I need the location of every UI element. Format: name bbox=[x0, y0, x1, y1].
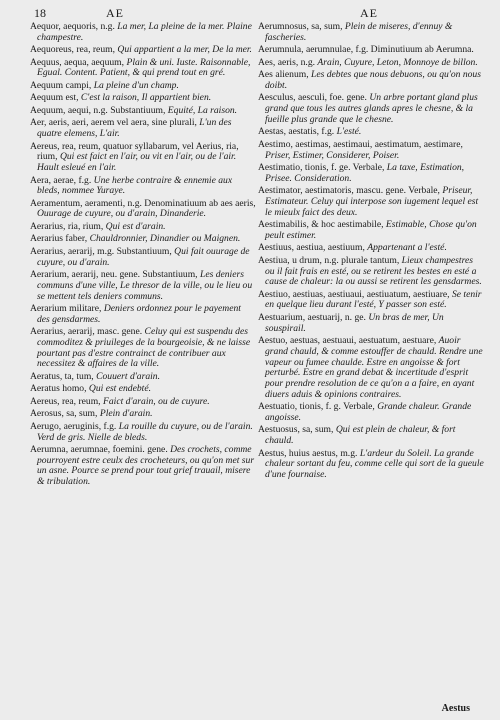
dictionary-entry bbox=[258, 140, 484, 161]
entry-french: Qui fait ouurage de cuyure, ou d'arain. bbox=[37, 245, 250, 268]
entry-latin: Aes, aeris, n.g. bbox=[258, 56, 316, 68]
entry-latin: Aestiuus, aestiua, aestiuum, bbox=[258, 242, 365, 254]
entry-french: Qui appartient a la mer, De la mer. bbox=[117, 44, 252, 56]
entry-latin: Aestas, aestatis, f.g. bbox=[258, 126, 335, 138]
entry-french: Les deniers communs d'une ville, Le thresor de la ville, ou le lieu ou se mettent tels deniers communs. bbox=[37, 269, 253, 302]
entry-latin: Aerosus, sa, sum, bbox=[30, 408, 98, 420]
running-head-right: AE bbox=[360, 6, 378, 20]
entry-french: Deniers ordonnez pour le payement des gensdarmes. bbox=[37, 303, 241, 325]
entry-french: Plein d'arain. bbox=[99, 408, 153, 420]
dictionary-entry bbox=[258, 220, 484, 241]
entry-latin: Aerarius faber, bbox=[30, 233, 88, 245]
entry-french: Estimable, Chose qu'on peult estimer. bbox=[265, 219, 477, 241]
entry-latin: Aes alienum, bbox=[258, 69, 309, 81]
dictionary-entry bbox=[30, 247, 256, 268]
dictionary-entry bbox=[30, 397, 256, 408]
entry-latin: Aestiua, u drum, n.g. plurale tantum, bbox=[258, 254, 400, 266]
entry-french: Arain, Cuyure, Leton, Monnoye de billon. bbox=[317, 56, 478, 68]
entry-french: Priser, Estimer, Considerer, Poiser. bbox=[265, 149, 400, 161]
entry-latin: Aequum, aequi, n.g. Substantiuum, bbox=[30, 104, 166, 116]
entry-latin: Aequor, aequoris, n.g. bbox=[30, 21, 115, 32]
dictionary-entry bbox=[258, 186, 484, 218]
entry-latin: Aeratus, ta, tum, bbox=[30, 370, 94, 382]
dictionary-entry bbox=[30, 199, 256, 220]
entry-latin: Aerarium, aerarij, neu. gene. Substantiuum, bbox=[30, 269, 198, 281]
dictionary-entry bbox=[258, 256, 484, 288]
dictionary-entry bbox=[30, 142, 256, 174]
entry-latin: Aestuo, aestuas, aestuaui, aestuatum, aestuare, bbox=[258, 335, 437, 347]
dictionary-entry bbox=[258, 127, 484, 138]
dictionary-entry bbox=[30, 93, 256, 104]
entry-french: Qui est d'arain. bbox=[105, 220, 166, 232]
entry-latin: Aeratus homo, bbox=[30, 383, 87, 395]
entry-french: Priseur, Estimateur. Celuy qui interpose son iugement lequel est le mieulx faict des deux. bbox=[265, 185, 479, 218]
dictionary-entry bbox=[30, 118, 256, 139]
entry-latin: Aerugo, aeruginis, f.g. bbox=[30, 420, 117, 432]
entry-latin: Aerumnula, aerumnulae, f.g. Diminutiuum ab Aerumna. bbox=[258, 44, 474, 56]
dictionary-entry bbox=[30, 58, 256, 79]
entry-latin: Aestimatio, tionis, f. ge. Verbale, bbox=[258, 162, 385, 174]
left-column bbox=[30, 22, 256, 490]
dictionary-entry bbox=[258, 336, 484, 400]
right-column bbox=[258, 22, 484, 482]
entry-latin: Aereus, rea, reum, bbox=[30, 395, 101, 407]
entry-latin: Aestuosus, sa, sum, bbox=[258, 424, 334, 436]
entry-latin: Aer, aeris, aeri, aerem vel aera, sine plurali, bbox=[30, 117, 197, 129]
entry-latin: Aereus, rea, reum, quatuor syllabarum, vel Aerius, ria, rium, bbox=[30, 140, 239, 163]
dictionary-entry bbox=[258, 22, 484, 43]
entry-french: Celuy qui est suspendu des commoditez & priuileges de la bourgeoisie, & ne laisse pourtant pas d'estre contrainct de contribuer aux necessitez & affaires de la ville. bbox=[37, 326, 251, 370]
entry-french: La taxe, Estimation, Prisee. Consideration. bbox=[265, 162, 465, 184]
dictionary-entry bbox=[258, 449, 484, 481]
dictionary-entry bbox=[258, 70, 484, 91]
entry-french: L'un des quatre elemens, L'air. bbox=[37, 117, 232, 140]
dictionary-entry bbox=[30, 270, 256, 302]
entry-french: Qui est faict en l'air, ou vit en l'air, ou de l'air. Hault esleué en l'air. bbox=[37, 151, 237, 174]
entry-french: Grande chaleur. Grande angoisse. bbox=[265, 401, 472, 423]
dictionary-entry bbox=[30, 372, 256, 383]
dictionary-entry bbox=[258, 45, 484, 56]
entry-french: Un bras de mer, Un souspirail. bbox=[265, 311, 444, 334]
dictionary-entry bbox=[30, 327, 256, 370]
entry-french: Couuert d'arain. bbox=[96, 370, 160, 382]
dictionary-entry bbox=[30, 422, 256, 443]
page-number: 18 bbox=[34, 6, 46, 20]
entry-french: Lieux champestres ou il fait frais en esté, ou se retirent les bestes en esté a cause de chaleur: la ou aussi se retirent les gensdarmes. bbox=[265, 254, 482, 288]
entry-french: Chauldronnier, Dinandier ou Maignen. bbox=[89, 233, 241, 245]
dictionary-entry bbox=[30, 106, 256, 117]
entry-latin: Aestus, huius aestus, m.g. bbox=[258, 447, 358, 459]
entry-french: Plein de miseres, d'ennuy & fascheries. bbox=[265, 21, 453, 43]
dictionary-entry bbox=[258, 425, 484, 446]
entry-latin: Aestiuo, aestiuas, aestiuaui, aestiuatum, aestiuare, bbox=[258, 288, 450, 300]
entry-latin: Aerarium militare, bbox=[30, 303, 102, 315]
dictionary-entry bbox=[30, 45, 256, 56]
entry-latin: Aerarius, aerarij, masc. gene. bbox=[30, 326, 143, 338]
dictionary-entry bbox=[30, 409, 256, 420]
entry-french: Plain & uni. Iuste. Raisonnable, Egual. Content. Patient, & qui prend tout en gré. bbox=[37, 56, 251, 79]
entry-latin: Aerarius, aerarij, m.g. Substantiuum, bbox=[30, 245, 172, 257]
dictionary-entry bbox=[258, 402, 484, 423]
dictionary-entry bbox=[258, 290, 484, 311]
dictionary-entry bbox=[258, 313, 484, 334]
dictionary-entry bbox=[30, 234, 256, 245]
catchword: Aestus bbox=[441, 703, 470, 714]
entry-latin: Aequum campi, bbox=[30, 79, 92, 91]
entry-latin: Aestimabilis, & hoc aestimabile, bbox=[258, 219, 384, 231]
dictionary-entry bbox=[30, 222, 256, 233]
dictionary-entry bbox=[258, 58, 484, 69]
dictionary-entry bbox=[30, 304, 256, 325]
dictionary-entry bbox=[258, 243, 484, 254]
entry-latin: Aestimo, aestimas, aestimaui, aestimatum, aestimare, bbox=[258, 138, 463, 150]
entry-french: La mer, La pleine de la mer. Plaine champestre. bbox=[37, 21, 252, 43]
entry-french: Faict d'arain, ou de cuyure. bbox=[103, 395, 210, 407]
entry-french: La rouille du cuyure, ou de l'arain. Verd de gris. Nielle de bleds. bbox=[37, 420, 253, 443]
dictionary-entry bbox=[258, 93, 484, 125]
entry-latin: Aera, aerae, f.g. bbox=[30, 174, 92, 186]
entry-french: Ouurage de cuyure, ou d'arain, Dinanderie. bbox=[37, 208, 207, 220]
entry-french: Un arbre portant gland plus grand que tous les autres glands apres le chesne, & la fueille plus grande que le chesne. bbox=[265, 92, 478, 125]
running-head-left: AE bbox=[106, 6, 124, 20]
entry-french: Auoir grand chauld, & comme estouffer de chauld. Rendre une vapeur ou fumee chaulde. Estre en angoisse & fort perturbé. Estre en grand debat & incertitude d'esprit pour prendre resolution de ce qu'on a a faire, en ayant diuers aduis & opinions contraires. bbox=[265, 335, 483, 400]
entry-latin: Aestuatio, tionis, f. g. Verbale, bbox=[258, 401, 375, 413]
entry-latin: Aerumna, aerumnae, foemini. gene. bbox=[30, 444, 168, 456]
entry-french: Des crochets, comme pourroyent estre ceulx des crocheteurs, ou qu'on met sur un asne. Pource se prend pour tout grief trauail, misere & tribulation. bbox=[37, 444, 255, 488]
dictionary-entry bbox=[30, 445, 256, 488]
entry-french: C'est la raison, Il appartient bien. bbox=[80, 92, 212, 104]
entry-french: Une herbe contraire & ennemie aux bleds, nommee Yuraye. bbox=[37, 174, 233, 197]
entry-latin: Aeramentum, aeramenti, n.g. Denominatiuum ab aes aeris, bbox=[30, 197, 256, 209]
entry-latin: Aerarius, ria, rium, bbox=[30, 220, 104, 232]
entry-latin: Aestimator, aestimatoris, mascu. gene. Verbale, bbox=[258, 185, 440, 197]
entry-latin: Aestuarium, aestuarij, n. ge. bbox=[258, 311, 366, 323]
entry-latin: Aesculus, aesculi, foe. gene. bbox=[258, 92, 367, 104]
entry-french: Qui est endebté. bbox=[88, 383, 151, 395]
entry-latin: Aequum est, bbox=[30, 92, 79, 104]
entry-french: La pleine d'un champ. bbox=[93, 79, 179, 91]
entry-french: Appartenant a l'esté. bbox=[367, 242, 447, 254]
entry-french: Equité, La raison. bbox=[167, 104, 238, 116]
dictionary-entry bbox=[258, 163, 484, 184]
entry-french: L'esté. bbox=[336, 126, 362, 138]
entry-latin: Aequus, aequa, aequum, bbox=[30, 56, 125, 68]
dictionary-entry bbox=[30, 81, 256, 92]
entry-french: Se tenir en quelque lieu durant l'esté, Y passer son esté. bbox=[265, 288, 482, 311]
entry-latin: Aequoreus, rea, reum, bbox=[30, 44, 115, 56]
entry-french: Qui est plein de chaleur, & fort chauld. bbox=[265, 424, 456, 447]
entry-french: Les debtes que nous debuons, ou qu'on nous doibt. bbox=[265, 69, 481, 91]
entry-latin: Aerumnosus, sa, sum, bbox=[258, 21, 343, 32]
dictionary-entry bbox=[30, 384, 256, 395]
dictionary-entry bbox=[30, 176, 256, 197]
entry-french: L'ardeur du Soleil. La grande chaleur sortant du feu, comme celle qui sort de la gueule d'une fournaise. bbox=[265, 447, 484, 480]
dictionary-entry bbox=[30, 22, 256, 43]
